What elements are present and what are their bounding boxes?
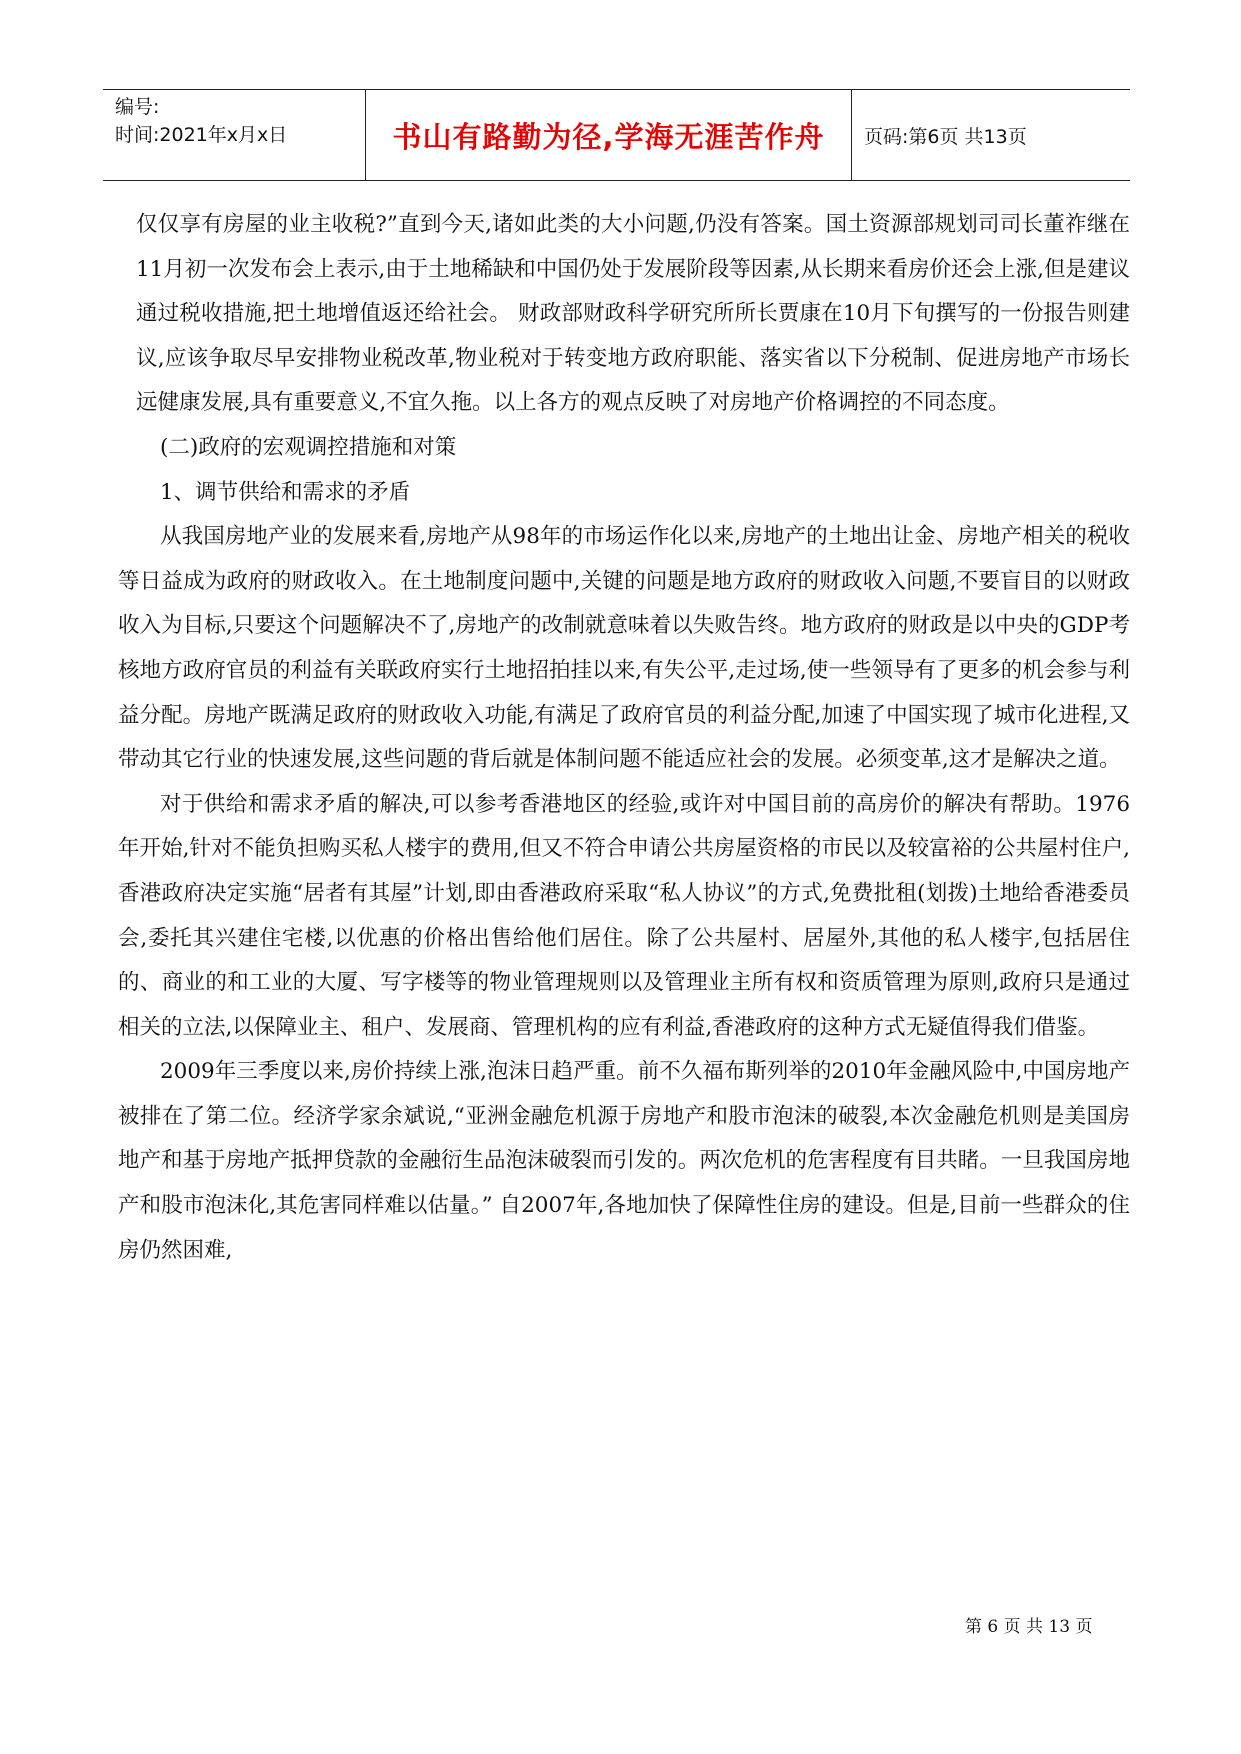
header-page-number: 页码:第6页 共13页: [864, 125, 1027, 148]
page-header: [103, 89, 1130, 181]
header-motto-cell: [366, 90, 852, 180]
paragraph: 2009年三季度以来,房价持续上涨,泡沫日趋严重。前不久福布斯列举的2010年金融风险中,中国房地产被排在了第二位。经济学家余斌说,“亚洲金融危机源于房地产和股市泡沫的破裂,本次金融危机则是美国房地产和基于房地产抵押贷款的金融衍生品泡沫破裂而引发的。两次危机的危害程度有目共睹。一旦我国房地产和股市泡沫化,其危害同样难以估量。” 自2007年,各地加快了保障性住房的建设。但是,目前一些群众的住房仍然困难,: [118, 1059, 1130, 1263]
document-number-label: 编号:: [115, 96, 160, 118]
page-footer: 第 6 页 共 13 页: [965, 1617, 1093, 1637]
paragraph: 对于供给和需求矛盾的解决,可以参考香港地区的经验,或许对中国目前的高房价的解决有帮助。1976年开始,针对不能负担购买私人楼宇的费用,但又不符合申请公共房屋资格的市民以及较富裕的公共屋村住户,香港政府决定实施“居者有其屋”计划,即由香港政府采取“私人协议”的方式,免费批租(划拨)土地给香港委员会,委托其兴建住宅楼,以优惠的价格出售给他们居住。除了公共屋村、居屋外,其他的私人楼宇,包括居住的、商业的和工业的大厦、写字楼等的物业管理规则以及管理业主所有权和资质管理为原则,政府只是通过相关的立法,以保障业主、租户、发展商、管理机构的应有利益,香港政府的这种方式无疑值得我们借鉴。: [118, 791, 1130, 1040]
paragraph-continuation: 仅仅享有房屋的业主收税?”直到今天,诸如此类的大小问题,仍没有答案。国土资源部规划司司长董祚继在11月初一次发布会上表示,由于土地稀缺和中国仍处于发展阶段等因素,从长期来看房价还会上涨,但是建议通过税收措施,把土地增值返还给社会。 财政部财政科学研究所所长贾康在10月下旬撰写的一份报告则建议,应该争取尽早安排物业税改革,物业税对于转变地方政府职能、落实省以下分税制、促进房地产市场长远健康发展,具有重要意义,不宜久拖。以上各方的观点反映了对房地产价格调控的不同态度。: [136, 212, 1130, 416]
header-motto: 书山有路勤为径,学海无涯苦作舟: [392, 119, 825, 154]
header-page-cell: [852, 90, 1130, 180]
section-heading: (二)政府的宏观调控措施和对策: [160, 434, 457, 460]
document-time-label: 时间:2021年x月x日: [115, 124, 288, 146]
header-meta-cell: [103, 90, 366, 180]
paragraph: 从我国房地产业的发展来看,房地产从98年的市场运作化以来,房地产的土地出让金、房地产相关的税收等日益成为政府的财政收入。在土地制度问题中,关键的问题是地方政府的财政收入问题,不要盲目的以财政收入为目标,只要这个问题解决不了,房地产的改制就意味着以失败告终。地方政府的财政是以中央的GDP考核地方政府官员的利益有关联政府实行土地招拍挂以来,有失公平,走过场,使一些领导有了更多的机会参与利益分配。房地产既满足政府的财政收入功能,有满足了政府官员的利益分配,加速了中国实现了城市化进程,又带动其它行业的快速发展,这些问题的背后就是体制问题不能适应社会的发展。必须变革,这才是解决之道。: [118, 524, 1130, 773]
body-text: [118, 203, 1130, 1273]
subsection-heading: 1、调节供给和需求的矛盾: [160, 479, 411, 505]
